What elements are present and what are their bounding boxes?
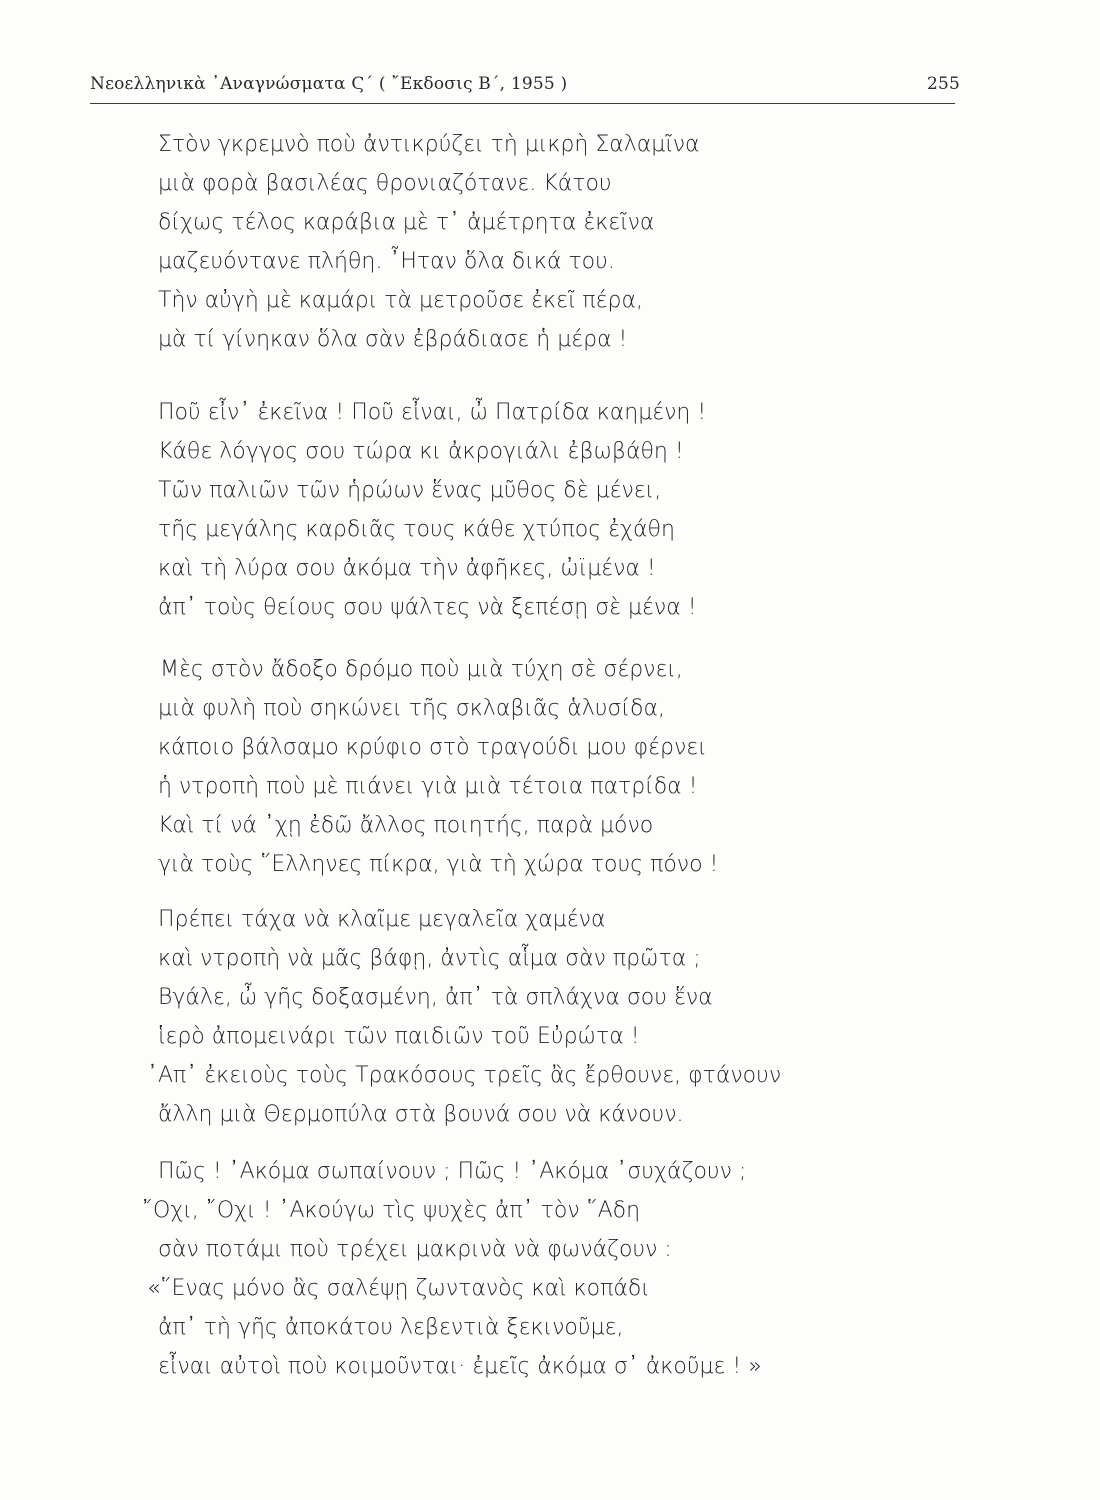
poem-line: ῎Οχι, ῎Οχι ! ᾿Ακούγω τὶς ψυχὲς ἀπ᾿ τὸν ῞Αδη	[142, 1198, 641, 1223]
poem-line: μιὰ φορὰ βασιλέας θρονιαζότανε. Κάτου	[158, 171, 612, 196]
poem-line: Πῶς ! ᾿Ακόμα σωπαίνουν ; Πῶς ! ᾿Ακόμα ᾿συχάζουν ;	[158, 1159, 747, 1184]
poem-line: Μὲς στὸν ἄδοξο δρόμο ποὺ μιὰ τύχη σὲ σέρνει,	[160, 657, 683, 682]
poem-line: Βγάλε, ὦ γῆς δοξασμένη, ἀπ᾿ τὰ σπλάχνα σου ἕνα	[158, 985, 713, 1010]
poem-line: καὶ τὴ λύρα σου ἀκόμα τὴν ἀφῆκες, ὠϊμένα !	[158, 556, 656, 581]
poem-line: ἀπ᾿ τὴ γῆς ἀποκάτου λεβεντιὰ ξεκινοῦμε,	[158, 1315, 624, 1340]
poem-line: Πρέπει τάχα νὰ κλαῖμε μεγαλεῖα χαμένα	[158, 907, 606, 932]
poem-line: δίχως τέλος καράβια μὲ τ᾿ ἀμέτρητα ἐκεῖνα	[158, 210, 655, 235]
poem-line: εἶναι αὐτοὶ ποὺ κοιμοῦνται· ἐμεῖς ἀκόμα σ᾿ ἀκοῦμε ! »	[158, 1354, 762, 1379]
poem-line: καὶ ντροπὴ νὰ μᾶς βάφῃ, ἀντὶς αἷμα σὰν πρῶτα ;	[158, 946, 701, 971]
poem-line: σὰν ποτάμι ποὺ τρέχει μακρινὰ νὰ φωνάζουν :	[158, 1237, 672, 1262]
poem-line: ἄλλη μιὰ Θερμοπύλα στὰ βουνά σου νὰ κάνουν.	[158, 1102, 684, 1127]
poem-line: Καὶ τί νά ᾿χῃ ἐδῶ ἄλλος ποιητής, παρὰ μόνο	[158, 813, 654, 838]
poem-line: μὰ τί γίνηκαν ὅλα σὰν ἐβράδιασε ἡ μέρα !	[158, 327, 628, 352]
poem-line: ἡ ντροπὴ ποὺ μὲ πιάνει γιὰ μιὰ τέτοια πατρίδα !	[158, 774, 698, 799]
poem-line: κάποιο βάλσαμο κρύφιο στὸ τραγούδι μου φέρνει	[158, 735, 707, 760]
poem-line: τῆς μεγάλης καρδιᾶς τους κάθε χτύπος ἐχάθη	[158, 517, 675, 542]
poem-line: γιὰ τοὺς ῞Ελληνες πίκρα, γιὰ τὴ χώρα τους πόνο !	[158, 852, 719, 877]
poem-line: Στὸν γκρεμνὸ ποὺ ἀντικρύζει τὴ μικρὴ Σαλαμῖνα	[158, 132, 700, 157]
poem-line: Τὴν αὐγὴ μὲ καμάρι τὰ μετροῦσε ἐκεῖ πέρα,	[158, 288, 644, 313]
poem-line: μιὰ φυλὴ ποὺ σηκώνει τῆς σκλαβιᾶς ἁλυσίδα,	[158, 696, 665, 721]
poem-line: «῞Ενας μόνο ἂς σαλέψῃ ζωντανὸς καὶ κοπάδι	[147, 1276, 650, 1301]
poem-line: ἱερὸ ἀπομεινάρι τῶν παιδιῶν τοῦ Εὐρώτα !	[158, 1024, 640, 1049]
poem-line: ἀπ᾿ τοὺς θείους σου ψάλτες νὰ ξεπέσῃ σὲ μένα !	[158, 595, 697, 620]
poem-line: μαζευόντανε πλήθη. ῏Ηταν ὅλα δικά του.	[158, 249, 615, 274]
page-number: 255	[926, 74, 960, 94]
poem-line: Κάθε λόγγος σου τώρα κι ἀκρογιάλι ἐβωβάθη !	[158, 439, 684, 464]
poem-line: ᾿Απ᾿ ἐκειοὺς τοὺς Τρακόσους τρεῖς ἂς ἔρθουνε, φτάνουν	[147, 1063, 782, 1088]
running-title: Νεοελληνικὰ ᾿Αναγνώσματα Ϛ΄ ( ῎Εκδοσις Β΄, 1955 )	[90, 74, 568, 94]
poem-line: Ποῦ εἶν᾿ ἐκεῖνα ! Ποῦ εἶναι, ὦ Πατρίδα καημένη !	[158, 400, 707, 425]
poem-line: Τῶν παλιῶν τῶν ἡρώων ἕνας μῦθος δὲ μένει,	[158, 478, 662, 503]
